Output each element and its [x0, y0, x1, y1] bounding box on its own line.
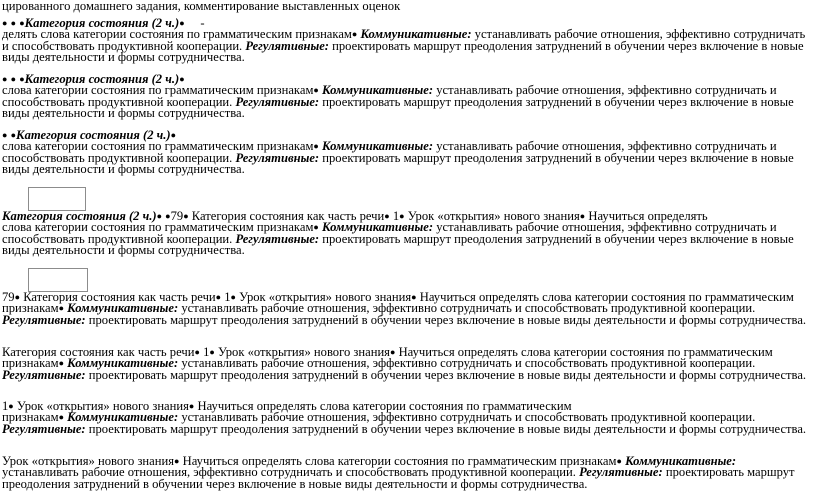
- bullet-icon: ●: [179, 74, 185, 84]
- block-5: [2, 292, 812, 326]
- komm-body: устанавливать рабочие отношения, эффективно сотрудничать и способствовать продуктивной кооперации.: [2, 83, 777, 109]
- cat-part-text: Категория состояния как часть речи: [23, 290, 216, 304]
- bullet-icon: ●: [188, 401, 195, 411]
- bullet-icon: ●: [8, 401, 14, 411]
- block-8: [2, 456, 812, 490]
- hours-number: 1: [2, 399, 9, 413]
- komm-label: Коммуникативные:: [322, 220, 434, 235]
- bullet-icon: ●: [170, 130, 177, 140]
- bullet-icon: ●: [10, 74, 17, 84]
- reg-label: Регулятивные:: [579, 465, 663, 480]
- learn-text: Научиться определять слова категории состояния по грамматическим: [197, 399, 572, 413]
- komm-body: устанавливать рабочие отношения, эффективно сотрудничать и способствовать продуктивной кооперации.: [2, 220, 777, 246]
- block-1: [2, 18, 812, 64]
- bullet-icon: ●: [183, 211, 189, 221]
- block-4: [2, 211, 812, 257]
- lesson-type-text: Урок «открытия» нового знания: [217, 345, 390, 359]
- komm-body: устанавливать рабочие отношения, эффективно сотрудничать и способствовать продуктивной кооперации.: [178, 301, 756, 316]
- bullet-icon: ●: [351, 29, 358, 40]
- reg-body: проектировать маршрут преодоления затруднений в обучении через включение в новые виды деятельности и формы сотрудничества.: [2, 465, 795, 491]
- komm-label: Коммуникативные:: [322, 139, 434, 154]
- reg-body: проектировать маршрут преодоления затруднений в обучении через включение в новые виды деятельности и формы сотрудничества.: [2, 150, 794, 177]
- lesson-type-text: Урок «открытия» нового знания: [2, 454, 175, 468]
- bullet-icon: ●: [19, 74, 25, 84]
- komm-body: устанавливать рабочие отношения, эффективно сотрудничать и способствовать продуктивной кооперации.: [178, 410, 756, 425]
- komm-label: Коммуникативные:: [67, 301, 179, 316]
- bullet-icon: ●: [10, 18, 17, 28]
- empty-cell-box: [28, 268, 88, 292]
- komm-body: устанавливать рабочие отношения, эффективно сотрудничать и способствовать продуктивной кооперации.: [178, 356, 756, 371]
- block-3: [2, 130, 812, 176]
- bullet-icon: ●: [179, 18, 185, 28]
- learn-text: Научиться определять слова категории состояния по грамматическим признакам: [2, 290, 794, 316]
- reg-label: Регулятивные:: [2, 312, 86, 327]
- lesson-number: 79: [170, 209, 184, 223]
- reg-label: Регулятивные:: [235, 231, 320, 246]
- category-label: Категория состояния (2 ч.): [16, 128, 171, 142]
- hours-number: 1: [392, 209, 400, 223]
- reg-label: Регулятивные:: [2, 421, 86, 436]
- bullet-icon: ●: [14, 292, 21, 302]
- komm-body: устанавливать рабочие отношения, эффективно сотрудничать и способствовать продуктивной кооперации.: [2, 27, 806, 53]
- bullet-icon: ●: [2, 18, 8, 28]
- bullet-icon: ●: [384, 211, 390, 221]
- bullet-icon: ●: [2, 74, 8, 84]
- block-6: [2, 347, 812, 381]
- words-text: слова категории состояния по грамматическим признакам: [2, 139, 314, 154]
- bullet-icon: ●: [399, 211, 405, 221]
- bullet-icon: ●: [10, 130, 17, 140]
- lesson-type-text: Урок «открытия» нового знания: [407, 209, 580, 223]
- bullet-icon: ●: [616, 456, 622, 466]
- reg-body: проектировать маршрут преодоления затруднений в обучении через включение в новые виды деятельности и формы сотрудничества.: [85, 367, 807, 382]
- bullet-icon: ●: [2, 130, 8, 140]
- lesson-number: 79: [2, 290, 15, 304]
- bullet-icon: ●: [313, 141, 319, 152]
- hours-number: 1: [224, 290, 231, 304]
- komm-label: Коммуникативные:: [67, 410, 179, 425]
- learn-text: Научиться определять: [588, 209, 708, 223]
- bullet-icon: ●: [58, 358, 65, 369]
- reg-body: проектировать маршрут преодоления затруднений в обучении через включение в новые виды деятельности и формы сотрудничества.: [2, 231, 794, 258]
- block-2: [2, 74, 812, 120]
- komm-body: устанавливать рабочие отношения, эффективно сотрудничать и способствовать продуктивной кооперации.: [2, 139, 777, 165]
- bullet-icon: ●: [230, 292, 236, 302]
- bullet-icon: ●: [58, 412, 65, 423]
- bullet-icon: ●: [313, 222, 319, 233]
- dash: -: [200, 16, 205, 30]
- bullet-icon: ●: [209, 347, 215, 357]
- bullet-icon: ●: [579, 211, 586, 221]
- reg-label: Регулятивные:: [2, 367, 86, 382]
- reg-body: проектировать маршрут преодоления затруднений в обучении через включение в новые виды деятельности и формы сотрудничества.: [85, 312, 807, 327]
- words-text: слова категории состояния по грамматическим признакам: [2, 83, 314, 98]
- bullet-icon: ●: [174, 456, 180, 466]
- reg-body: проектировать маршрут преодоления затруднений в обучении через включение в новые виды деятельности и формы сотрудничества.: [2, 94, 794, 121]
- category-label: Категория состояния (2 ч.): [2, 209, 157, 223]
- reg-label: Регулятивные:: [235, 150, 320, 165]
- bullet-icon: ●: [389, 347, 396, 357]
- divide-text: делять слова категории состояния по грамматическим признакам: [2, 27, 352, 42]
- bullet-icon: ●: [165, 211, 171, 221]
- komm-label: Коммуникативные:: [625, 454, 737, 468]
- bullet-icon: ●: [411, 292, 417, 302]
- bullet-icon: ●: [215, 292, 222, 302]
- reg-body: проектировать маршрут преодоления затруднений в обучении через включение в новые виды деятельности и формы сотрудничества.: [85, 421, 807, 436]
- category-label: Категория состояния (2 ч.): [24, 16, 180, 30]
- lesson-type-text: Урок «открытия» нового знания: [239, 290, 412, 304]
- komm-label: Коммуникативные:: [360, 27, 472, 42]
- lesson-type-text: Урок «открытия» нового знания: [16, 399, 189, 413]
- bullet-icon: ●: [313, 85, 319, 96]
- reg-body: проектировать маршрут преодоления затруднений в обучении через включение в новые виды деятельности и формы сотрудничества.: [2, 38, 804, 65]
- bullet-icon: ●: [194, 347, 200, 357]
- block-7: 1● Урок «открытия» нового знания● Научиться определять слова категории состояния по грамматическим признакам● Коммуникативные: устанавливать рабочие отношения, эффективно сотрудничать и способствовать продуктивной кооперации. Регулятивные: проектировать маршрут преодоления затруднений в обучении через включение в новые виды деятельности и формы сотрудничества.: [2, 399, 807, 436]
- bullet-icon: ●: [58, 303, 65, 314]
- category-label: Категория состояния (2 ч.): [24, 72, 180, 86]
- bullet-icon: ●: [19, 18, 25, 28]
- komm-label: Коммуникативные:: [322, 83, 434, 98]
- reg-label: Регулятивные:: [235, 94, 320, 109]
- hours-number: 1: [203, 345, 210, 359]
- komm-label: Коммуникативные:: [67, 356, 179, 371]
- cat-part-text: Категория состояния как часть речи: [191, 209, 385, 223]
- empty-cell-box: [28, 187, 86, 211]
- cat-part-text: Категория состояния как часть речи: [2, 345, 195, 359]
- bullet-icon: ●: [156, 211, 163, 221]
- top-line: цированного домашнего задания, комментирование выставленных оценок: [2, 0, 401, 13]
- reg-label: Регулятивные:: [245, 38, 329, 53]
- learn-text: Научиться определять слова категории состояния по грамматическим признакам: [2, 345, 773, 371]
- komm-body: устанавливать рабочие отношения, эффективно сотрудничать и способствовать продуктивной кооперации.: [2, 465, 580, 480]
- learn-text: Научиться определять слова категории состояния по грамматическим признакам: [182, 454, 617, 468]
- words-text: слова категории состояния по грамматическим признакам: [2, 220, 314, 235]
